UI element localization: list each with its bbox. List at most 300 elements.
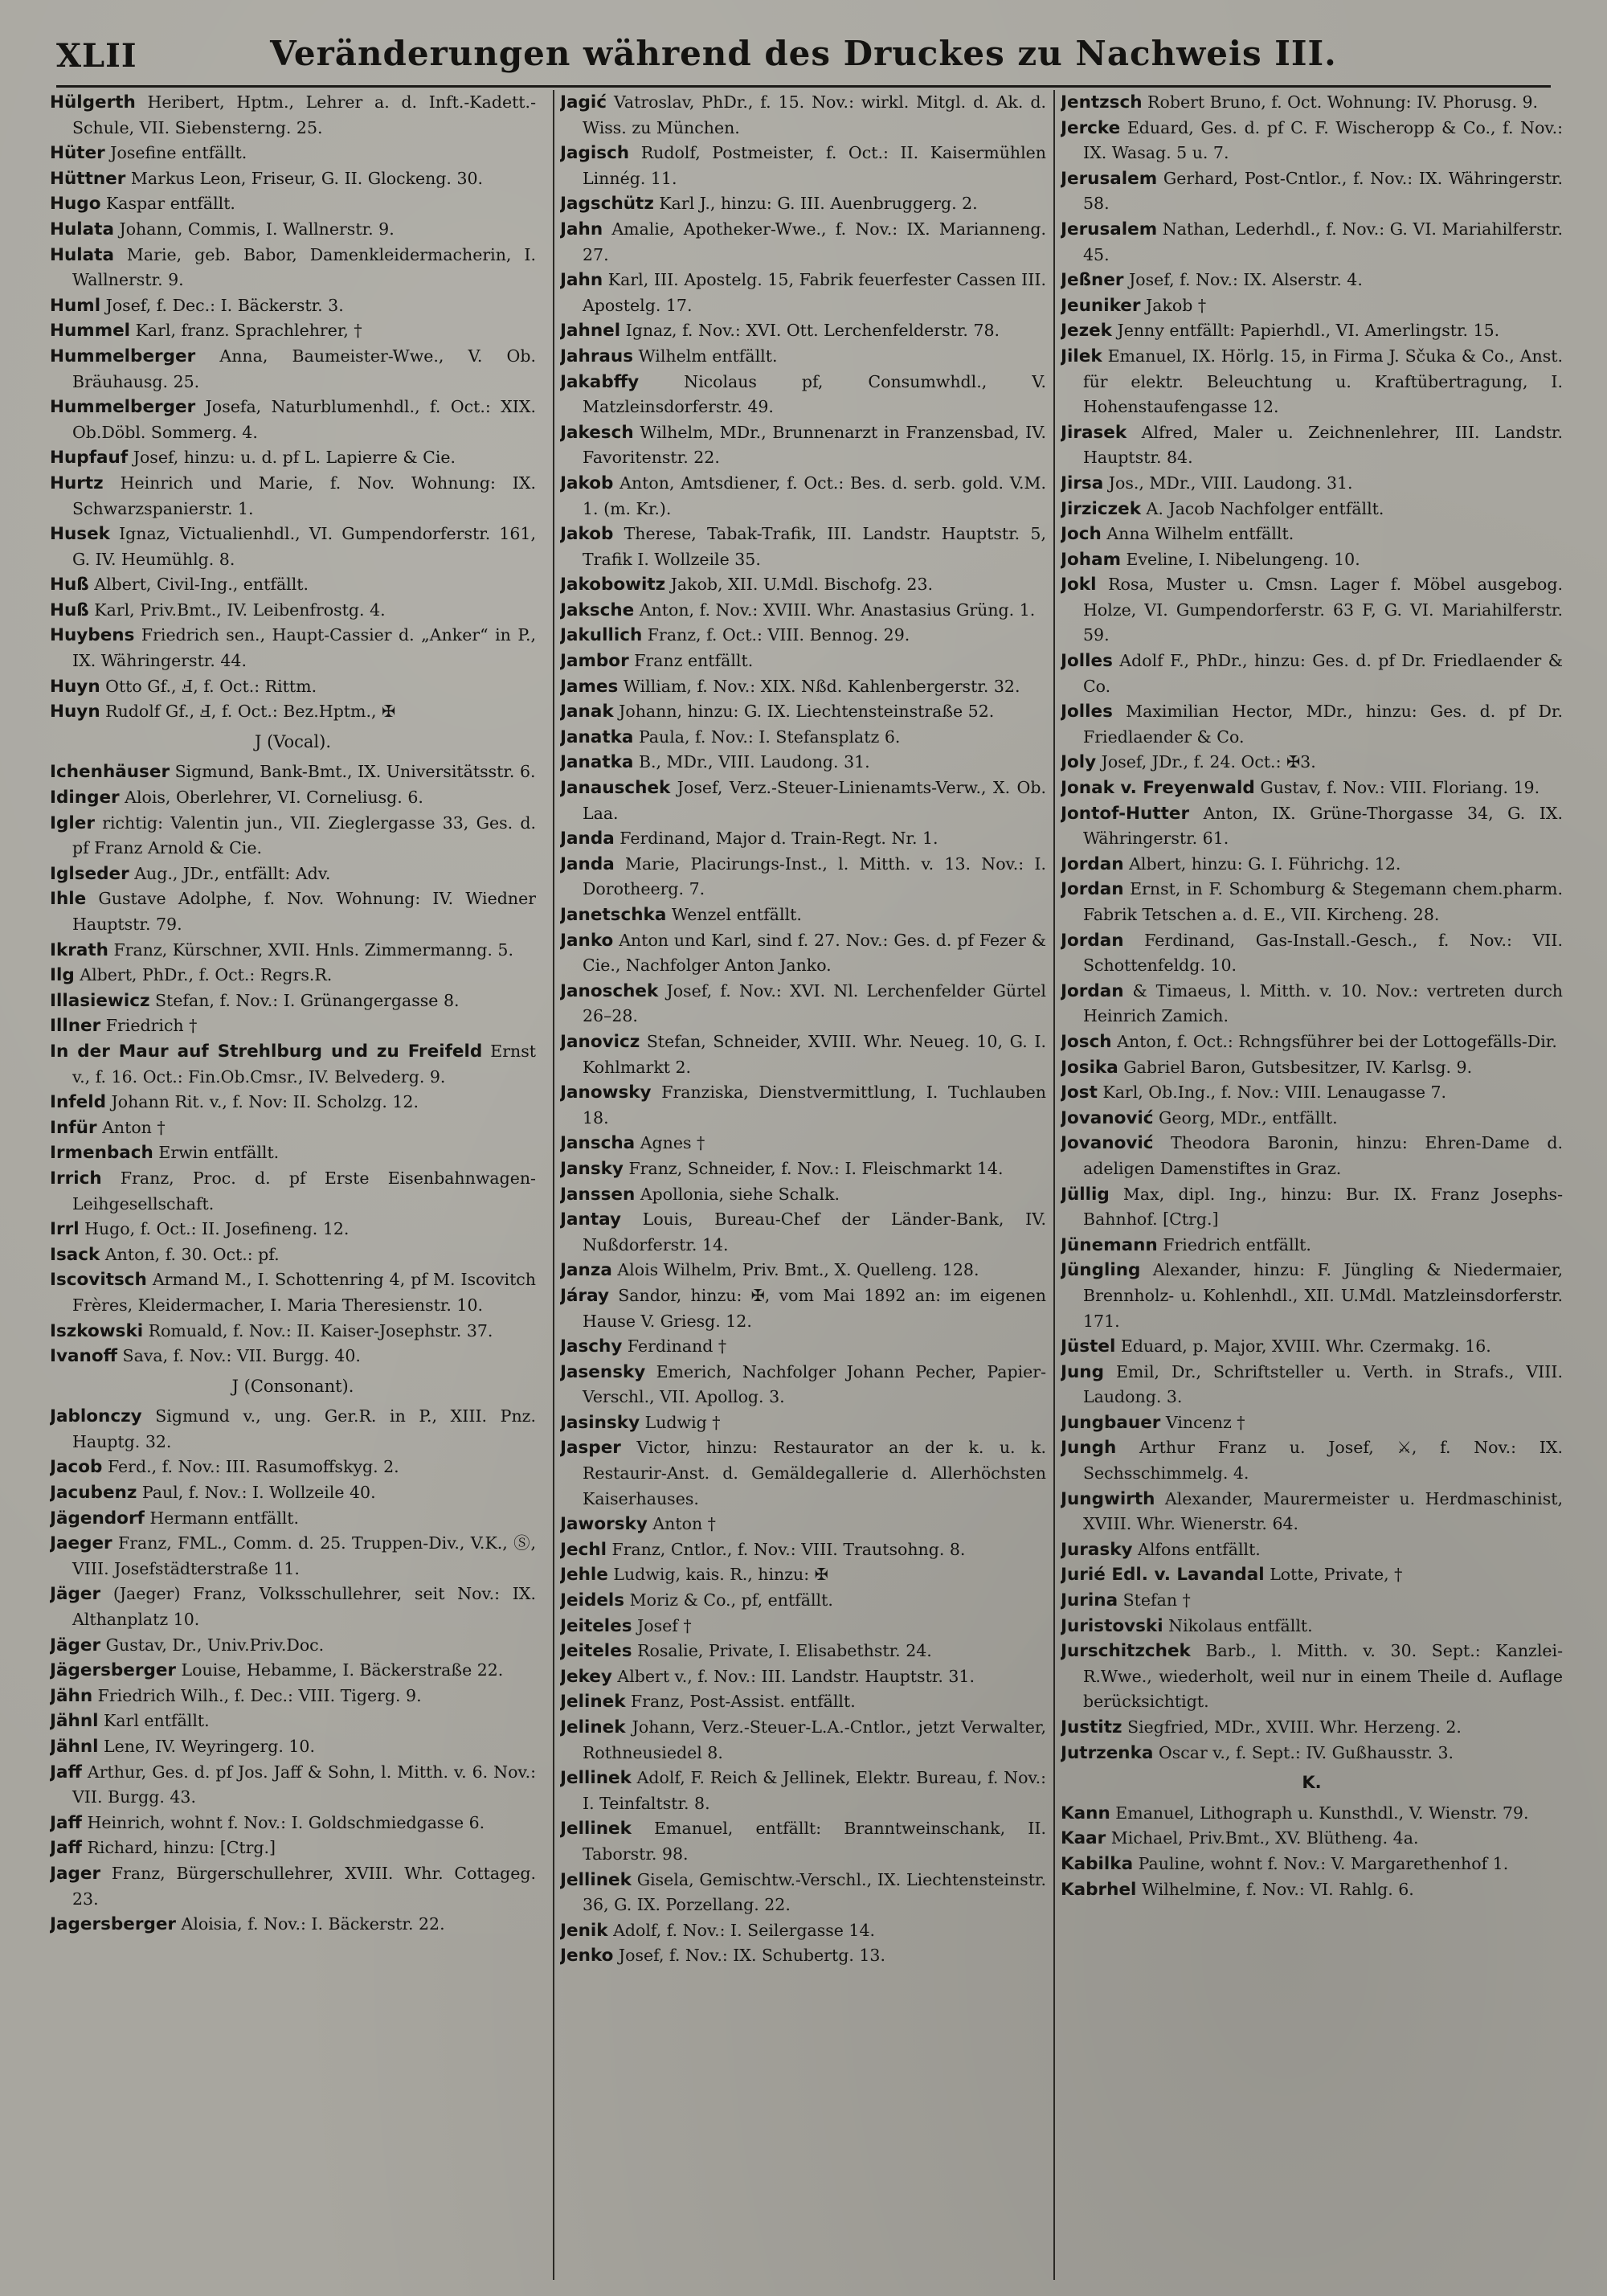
directory-entry [1061, 420, 1563, 471]
directory-entry [560, 141, 1046, 191]
entry-name: Jacubenz [50, 1483, 137, 1504]
entry-name: Janza [560, 1260, 612, 1281]
entry-name: Jilek [1061, 346, 1102, 366]
entry-details: Heinrich und Marie, f. Nov. Wohnung: IX. Schwarzspanierstr. 1. [72, 473, 536, 518]
entry-details: Albert, PhDr., f. Oct.: Regrs.R. [74, 965, 333, 985]
entry-name: Janatka [560, 752, 634, 773]
directory-entry [50, 1115, 536, 1141]
entry-name: Husek [50, 524, 110, 545]
entry-name: Hugo [50, 194, 101, 215]
entry-name: Jagić [560, 92, 607, 113]
entry-name: Huyn [50, 676, 100, 697]
entry-details: Hermann entfällt. [144, 1508, 300, 1528]
entry-details: Stefan, Schneider, XVIII. Whr. Neueg. 10, G. I. Kohlmarkt 2. [583, 1031, 1046, 1077]
directory-entry [50, 1531, 536, 1582]
entry-name: Jasensky [560, 1361, 646, 1382]
entry-name: Janscha [560, 1133, 636, 1154]
directory-entry [560, 598, 1046, 624]
directory-entry [50, 785, 536, 811]
entry-name: Jager [50, 1863, 101, 1884]
entry-name: Jaff [50, 1812, 82, 1833]
entry-details: Maximilian Hector, MDr., hinzu: Ges. d. pf Dr. Friedlaender & Co. [1083, 702, 1563, 747]
directory-entry [560, 1816, 1046, 1867]
entry-details: Friedrich entfällt. [1157, 1234, 1311, 1254]
directory-entry [50, 1734, 536, 1760]
entry-name: Jahraus [560, 346, 634, 366]
entry-details: Sigmund v., ung. Ger.R. in P., XIII. Pnz. Hauptg. 32. [72, 1406, 536, 1451]
entry-name: Jeiteles [560, 1641, 632, 1662]
entry-name: Joham [1061, 549, 1121, 570]
directory-entry [560, 699, 1046, 725]
entry-details: Apollonia, siehe Schalk. [635, 1184, 840, 1204]
entry-name: Jagschütz [560, 194, 654, 215]
entry-details: Siegfried, MDr., XVIII. Whr. Herzeng. 2. [1122, 1717, 1462, 1737]
entry-name: Jähnl [50, 1711, 99, 1732]
directory-entry [50, 1811, 536, 1836]
entry-name: Jordan [1061, 930, 1124, 951]
entry-name: Huyn [50, 702, 100, 722]
entry-name: Jägersberger [50, 1660, 177, 1681]
directory-entry [50, 217, 536, 243]
directory-entry [1061, 1080, 1563, 1106]
entry-name: Iglseder [50, 863, 129, 884]
directory-entry [560, 268, 1046, 318]
directory-entry [560, 1410, 1046, 1436]
directory-entry [50, 1013, 536, 1039]
entry-details: Aloisia, f. Nov.: I. Bäckerstr. 22. [176, 1914, 445, 1934]
entry-name: Jablonczy [50, 1406, 142, 1427]
entry-name: James [560, 676, 619, 697]
entry-details: Markus Leon, Friseur, G. II. Glockeng. 30. [125, 168, 484, 188]
entry-name: Iscovitsch [50, 1270, 147, 1291]
entry-details: Rudolf, Postmeister, f. Oct.: II. Kaisermühlen Linnég. 11. [583, 143, 1046, 188]
entry-details: Friedrich sen., Haupt-Cassier d. „Anker“ in P., IX. Währingerstr. 44. [72, 625, 536, 671]
entry-name: Jenik [560, 1920, 608, 1941]
entry-details: Franz, Proc. d. pf Erste Eisenbahnwagen-Leihgesellschaft. [72, 1168, 536, 1213]
entry-name: Justitz [1061, 1717, 1122, 1737]
entry-details: Franz, Cntlor., f. Nov.: VIII. Trautsohng. 8. [607, 1539, 966, 1559]
entry-name: Jüllig [1061, 1184, 1110, 1205]
directory-entry [560, 902, 1046, 928]
directory-entry [560, 1943, 1046, 1969]
directory-entry [1061, 471, 1563, 497]
directory-entry [560, 1639, 1046, 1664]
entry-name: Jeßner [1061, 270, 1124, 291]
entry-name: Jolles [1061, 702, 1113, 722]
directory-entry [50, 318, 536, 344]
entry-details: Ernst v., f. 16. Oct.: Fin.Ob.Cmsr., IV. Belvederg. 9. [72, 1041, 536, 1087]
entry-name: Jehle [560, 1565, 608, 1586]
entry-name: Jansky [560, 1158, 624, 1179]
directory-entry [50, 862, 536, 887]
entry-details: Karl, III. Apostelg. 15, Fabrik feuerfester Cassen III. Apostelg. 17. [583, 270, 1046, 315]
directory-entry [560, 928, 1046, 979]
entry-name: Janowsky [560, 1083, 652, 1103]
entry-details: Robert Bruno, f. Oct. Wohnung: IV. Phorusg. 9. [1142, 92, 1539, 112]
entry-details: Alfons entfällt. [1132, 1539, 1261, 1559]
directory-entry [1061, 1614, 1563, 1639]
entry-details: Rudolf Gf., Ⅎ, f. Oct.: Bez.Hptm., ✠ [100, 702, 396, 722]
directory-entry [560, 370, 1046, 420]
entry-details: Ferd., f. Nov.: III. Rasumoffskyg. 2. [102, 1457, 399, 1477]
entry-name: Jordan [1061, 980, 1124, 1001]
entry-details: Louise, Hebamme, I. Bäckerstraße 22. [176, 1660, 504, 1680]
entry-name: Jahn [560, 219, 603, 239]
directory-entry [50, 1217, 536, 1242]
entry-name: Jungh [1061, 1438, 1117, 1459]
directory-entry [1061, 928, 1563, 979]
entry-name: Janda [560, 853, 615, 874]
entry-details: Sava, f. Nov.: VII. Burgg. 40. [117, 1346, 361, 1366]
directory-entry [560, 522, 1046, 572]
directory-entry [50, 522, 536, 572]
entry-name: Jaschy [560, 1336, 623, 1357]
entry-name: Hurtz [50, 473, 104, 493]
section-heading: J (Consonant). [231, 1376, 354, 1396]
entry-name: Jaksche [560, 600, 635, 620]
directory-entry [50, 963, 536, 988]
directory-entry [560, 1614, 1046, 1639]
entry-details: Alois Wilhelm, Priv. Bmt., X. Quelleng. 128. [611, 1260, 979, 1280]
directory-entry [1061, 1334, 1563, 1360]
entry-details: Ferdinand, Major d. Train-Regt. Nr. 1. [614, 829, 938, 849]
directory-entry [1061, 1435, 1563, 1486]
entry-name: Jüstel [1061, 1336, 1116, 1357]
column-2 [560, 90, 1046, 2280]
directory-entry [1061, 1106, 1563, 1132]
entry-details: Emanuel, entfällt: Branntweinschank, II. Taborstr. 98. [583, 1819, 1046, 1864]
directory-entry [560, 1080, 1046, 1131]
directory-entry [560, 318, 1046, 344]
column-divider [1053, 90, 1055, 2280]
entry-name: Jurasky [1061, 1539, 1133, 1560]
directory-entry [560, 852, 1046, 902]
entry-details: Nikolaus entfällt. [1163, 1615, 1313, 1635]
entry-details: Lene, IV. Weyringerg. 10. [98, 1737, 315, 1756]
entry-details: Karl, Ob.Ing., f. Nov.: VIII. Lenaugasse 7. [1097, 1083, 1447, 1103]
entry-details: Adolf, F. Reich & Jellinek, Elektr. Bureau, f. Nov.: I. Teinfaltstr. 8. [583, 1768, 1046, 1813]
column-1 [50, 90, 536, 2280]
directory-entry [560, 1562, 1046, 1588]
directory-entry [560, 750, 1046, 776]
directory-entry [1061, 217, 1563, 268]
entry-name: Jahn [560, 270, 603, 291]
entry-name: Illner [50, 1016, 101, 1037]
entry-details: Albert, hinzu: G. I. Führichg. 12. [1123, 853, 1401, 874]
directory-entry [1061, 1029, 1563, 1055]
directory-entry [50, 1836, 536, 1861]
directory-entry [560, 1766, 1046, 1816]
entry-name: Ivanoff [50, 1346, 118, 1367]
entry-name: Jolles [1061, 651, 1113, 672]
directory-entry [560, 1283, 1046, 1334]
entry-name: Jontof-Hutter [1061, 803, 1190, 824]
entry-name: Joch [1061, 524, 1102, 545]
directory-entry [50, 1633, 536, 1659]
directory-entry [1061, 699, 1563, 750]
entry-name: Jäger [50, 1584, 101, 1605]
directory-entry [1061, 1588, 1563, 1614]
entry-details: Hugo, f. Oct.: II. Josefineng. 12. [79, 1219, 350, 1239]
entry-details: Agnes † [635, 1133, 705, 1153]
entry-name: Jellinek [560, 1819, 632, 1840]
entry-details: Adolf, f. Nov.: I. Seilergasse 14. [607, 1920, 876, 1940]
entry-name: Jeiteles [560, 1615, 632, 1636]
directory-entry [50, 1658, 536, 1684]
directory-entry [50, 1267, 536, 1318]
directory-entry [1061, 750, 1563, 776]
directory-entry [50, 811, 536, 862]
entry-name: Jähn [50, 1685, 93, 1706]
directory-entry [50, 1455, 536, 1480]
directory-entry [50, 191, 536, 217]
entry-details: Vatroslav, PhDr., f. 15. Nov.: wirkl. Mitgl. d. Ak. d. Wiss. zu München. [583, 92, 1046, 137]
directory-entry [50, 598, 536, 624]
entry-name: Janetschka [560, 905, 667, 925]
entry-details: Anton, f. 30. Oct.: pf. [100, 1244, 280, 1264]
entry-details: Anton, f. Oct.: Rchngsführer bei der Lottogefälls-Dir. [1111, 1031, 1557, 1051]
entry-details: Erwin entfällt. [153, 1143, 280, 1163]
entry-details: Emil, Dr., Schriftsteller u. Verth. in Strafs., VIII. Laudong. 3. [1083, 1361, 1563, 1407]
entry-name: Irmenbach [50, 1143, 153, 1164]
page-header [56, 34, 1551, 82]
entry-details: Oscar v., f. Sept.: IV. Gußhausstr. 3. [1153, 1742, 1454, 1762]
directory-entry [50, 90, 536, 141]
entry-details: Anton und Karl, sind f. 27. Nov.: Ges. d. pf Fezer & Cie., Nachfolger Anton Janko. [583, 930, 1046, 976]
entry-details: Anton, IX. Grüne-Thorgasse 34, G. IX. Währingerstr. 61. [1083, 803, 1563, 849]
entry-details: Paul, f. Nov.: I. Wollzeile 40. [137, 1483, 376, 1503]
directory-entry [1061, 1131, 1563, 1181]
entry-name: Jaeger [50, 1533, 112, 1554]
directory-entry [1061, 1801, 1563, 1827]
entry-name: Jasper [560, 1438, 621, 1459]
entry-name: Janssen [560, 1184, 636, 1205]
entry-details: Albert v., f. Nov.: III. Landstr. Hauptstr. 31. [611, 1666, 975, 1686]
entry-details: Emerich, Nachfolger Johann Pecher, Papier-Verschl., VII. Apollog. 3. [583, 1361, 1046, 1407]
directory-entry [50, 1582, 536, 1632]
directory-entry [1061, 1258, 1563, 1334]
entry-details: Franz, f. Oct.: VIII. Bennog. 29. [642, 625, 910, 645]
entry-details: Josef, f. Nov.: XVI. Nl. Lerchenfelder Gürtel 26–28. [583, 980, 1046, 1026]
directory-entry [560, 1131, 1046, 1156]
directory-entry [560, 471, 1046, 522]
entry-details: Ignaz, Victualienhdl., VI. Gumpendorferstr. 161, G. IV. Heumühlg. 8. [72, 524, 536, 569]
directory-entry [50, 1242, 536, 1268]
directory-entry [560, 420, 1046, 471]
directory-entry [50, 1140, 536, 1166]
directory-entry [560, 1435, 1046, 1512]
entry-details: Wilhelm entfällt. [633, 346, 778, 366]
entry-name: Illasiewicz [50, 990, 150, 1011]
entry-name: Idinger [50, 788, 120, 808]
directory-entry [1061, 1741, 1563, 1766]
entry-name: Jordan [1061, 879, 1124, 900]
entry-name: Jovanović [1061, 1133, 1154, 1154]
column-3 [1061, 90, 1563, 2280]
entry-details: Franz, Post-Assist. entfällt. [625, 1692, 856, 1712]
entry-name: Hüter [50, 143, 105, 164]
directory-entry [1061, 1562, 1563, 1588]
entry-name: Jekey [560, 1666, 612, 1687]
entry-details: Jakob † [1140, 295, 1207, 315]
directory-entry [50, 1090, 536, 1115]
entry-details: Theodora Baronin, hinzu: Ehren-Dame d. adeligen Damenstiftes in Graz. [1083, 1133, 1563, 1178]
directory-entry [1061, 1487, 1563, 1537]
directory-entry [560, 1664, 1046, 1690]
directory-entry [560, 649, 1046, 674]
entry-details: Josef, JDr., f. 24. Oct.: ✠3. [1096, 752, 1316, 772]
entry-name: Jägendorf [50, 1508, 145, 1529]
entry-name: Huybens [50, 625, 135, 646]
entry-name: Janda [560, 829, 615, 849]
entry-details: Karl, Priv.Bmt., IV. Leibenfrostg. 4. [88, 600, 386, 620]
directory-entry [50, 1319, 536, 1344]
entry-details: Eveline, I. Nibelungeng. 10. [1121, 549, 1360, 569]
directory-entry [560, 1334, 1046, 1360]
entry-details: Adolf F., PhDr., hinzu: Ges. d. pf Dr. Friedlaender & Co. [1083, 651, 1563, 696]
directory-entry [560, 191, 1046, 217]
entry-details: Franziska, Dienstvermittlung, I. Tuchlauben 18. [583, 1083, 1046, 1128]
entry-details: Rosalie, Private, I. Elisabethstr. 24. [632, 1641, 932, 1661]
directory-entry [50, 395, 536, 445]
directory-entry [1061, 649, 1563, 699]
header-rule [56, 85, 1551, 88]
directory-entry [560, 623, 1046, 649]
entry-details: Franz, FML., Comm. d. 25. Truppen-Div., V.K., Ⓢ, VIII. Josefstädterstraße 11. [72, 1533, 536, 1578]
entry-details: Arthur, Ges. d. pf Jos. Jaff & Sohn, l. Mitth. v. 6. Nov.: VII. Burgg. 43. [72, 1762, 536, 1807]
entry-name: Jeidels [560, 1590, 625, 1611]
entry-details: Gustav, f. Nov.: VIII. Floriang. 19. [1254, 778, 1540, 798]
entry-name: Jonak v. Freyenwald [1061, 778, 1255, 799]
directory-entry [1061, 1639, 1563, 1715]
entry-details: Ignaz, f. Nov.: XVI. Ott. Lerchenfelderstr. 78. [620, 321, 1000, 341]
entry-details: Franz, Bürgerschullehrer, XVIII. Whr. Cottageg. 23. [72, 1863, 536, 1909]
entry-name: Jambor [560, 651, 629, 672]
entry-details: Josefine entfällt. [104, 143, 247, 163]
entry-name: Jung [1061, 1361, 1105, 1382]
entry-details: B., MDr., VIII. Laudong. 31. [633, 752, 870, 772]
entry-name: Jerusalem [1061, 168, 1158, 189]
entry-name: Hupfauf [50, 448, 129, 469]
entry-name: Jellinek [560, 1869, 632, 1890]
entry-name: Jagisch [560, 143, 630, 164]
entry-details: Pauline, wohnt f. Nov.: V. Margarethenhof 1. [1133, 1853, 1509, 1873]
entry-details: Franz, Schneider, f. Nov.: I. Fleischmarkt 14. [623, 1158, 1004, 1178]
directory-entry [560, 90, 1046, 141]
entry-details: Therese, Tabak-Trafik, III. Landstr. Hauptstr. 5, Trafik I. Wollzeile 35. [583, 524, 1046, 569]
entry-name: Jahnel [560, 321, 621, 342]
entry-details: Josefa, Naturblumenhdl., f. Oct.: XIX. Ob.Döbl. Sommerg. 4. [72, 397, 536, 442]
entry-name: Hulata [50, 219, 114, 239]
entry-name: Hummelberger [50, 346, 196, 366]
directory-entry [50, 1039, 536, 1090]
entry-details: Josef, f. Nov.: IX. Schubertg. 13. [613, 1946, 885, 1966]
entry-name: Jungwirth [1061, 1488, 1155, 1509]
entry-name: Jagersberger [50, 1914, 177, 1935]
entry-details: Franz entfällt. [628, 651, 754, 671]
directory-entry [50, 141, 536, 166]
entry-name: Isack [50, 1244, 100, 1265]
entry-name: Jerusalem [1061, 219, 1158, 239]
entry-details: Gisela, Gemischtw.-Verschl., IX. Liechtensteinstr. 36, G. IX. Porzellang. 22. [583, 1869, 1046, 1915]
entry-name: Jentzsch [1061, 92, 1143, 113]
directory-entry [1061, 1715, 1563, 1741]
directory-entry [560, 1029, 1046, 1080]
entry-name: Jeuniker [1061, 295, 1141, 316]
entry-name: Jacob [50, 1457, 103, 1478]
entry-name: Janatka [560, 726, 634, 747]
entry-details: Aug., JDr., entfällt: Adv. [129, 863, 331, 883]
directory-entry [560, 344, 1046, 370]
entry-name: Jirsa [1061, 473, 1104, 493]
entry-details: Vincenz † [1160, 1412, 1245, 1432]
directory-entry [50, 1166, 536, 1217]
directory-entry [1061, 877, 1563, 927]
entry-details: Barb., l. Mitth. v. 30. Sept.: Kanzlei-R.Wwe., wiederholt, weil nur in einem Theile d. Auflage berücksichtigt. [1083, 1641, 1563, 1712]
entry-name: Jäger [50, 1635, 101, 1655]
entry-details: Sigmund, Bank-Bmt., IX. Universitätsstr. 6. [170, 762, 536, 782]
directory-entry [560, 1868, 1046, 1918]
directory-entry [50, 293, 536, 319]
entry-name: Infeld [50, 1092, 107, 1113]
entry-details: Emanuel, Lithograph u. Kunsthdl., V. Wienstr. 79. [1110, 1803, 1529, 1823]
entry-details: Josef, Verz.-Steuer-Linienamts-Verw., X. Ob. Laa. [583, 778, 1046, 823]
directory-entry [50, 938, 536, 964]
entry-name: Jakob [560, 524, 614, 545]
entry-details: Amalie, Apotheker-Wwe., f. Nov.: IX. Marianneng. 27. [583, 219, 1046, 264]
entry-details: (Jaeger) Franz, Volksschullehrer, seit Nov.: IX. Althanplatz 10. [72, 1584, 536, 1630]
entry-details: Gabriel Baron, Gutsbesitzer, IV. Karlsg. 9. [1118, 1057, 1473, 1077]
entry-details: Louis, Bureau-Chef der Länder-Bank, IV. Nußdorferstr. 14. [583, 1209, 1046, 1254]
entry-details: Alfred, Maler u. Zeichnenlehrer, III. Landstr. Hauptstr. 84. [1083, 422, 1563, 468]
directory-entry [1061, 1877, 1563, 1903]
entry-details: & Timaeus, l. Mitth. v. 10. Nov.: vertreten durch Heinrich Zamich. [1083, 980, 1563, 1026]
entry-name: Jakesch [560, 422, 634, 443]
entry-name: Jakullich [560, 625, 643, 646]
directory-entry [1061, 979, 1563, 1029]
directory-entry [1061, 90, 1563, 116]
entry-name: Huß [50, 575, 89, 595]
entry-name: Jakabffy [560, 371, 640, 392]
entry-name: Ihle [50, 889, 87, 910]
entry-details: Franz, Kürschner, XVII. Hnls. Zimmermanng. 5. [108, 939, 513, 960]
directory-entry [1061, 801, 1563, 852]
entry-name: Infür [50, 1117, 97, 1138]
entry-name: Kann [1061, 1803, 1110, 1823]
entry-name: Kaar [1061, 1828, 1106, 1849]
entry-name: Jurina [1061, 1590, 1118, 1611]
entry-details: Johann, Verz.-Steuer-L.A.-Cntlor., jetzt Verwalter, Rothneusiedel 8. [583, 1717, 1046, 1762]
section-heading: J (Vocal). [254, 731, 332, 751]
column-divider [553, 90, 554, 2280]
directory-entry [560, 1182, 1046, 1208]
entry-name: Jaff [50, 1762, 82, 1782]
directory-entry [1061, 1537, 1563, 1563]
entry-details: Anton † [647, 1514, 716, 1534]
entry-name: Jellinek [560, 1768, 632, 1789]
entry-name: Josch [1061, 1031, 1112, 1052]
entry-name: Jakobowitz [560, 575, 666, 595]
entry-details: Eduard, Ges. d. pf C. F. Wischeropp & Co., f. Nov.: IX. Wasag. 5 u. 7. [1083, 117, 1563, 163]
directory-entry [1061, 522, 1563, 547]
entry-name: Janko [560, 930, 614, 951]
entry-details: Wilhelmine, f. Nov.: VI. Rahlg. 6. [1136, 1879, 1414, 1899]
directory-entry [560, 1512, 1046, 1537]
section-heading: K. [1302, 1773, 1322, 1793]
entry-details: Anna Wilhelm entfällt. [1101, 524, 1294, 544]
entry-details: Ludwig † [640, 1412, 721, 1432]
entry-name: Jakob [560, 473, 614, 493]
